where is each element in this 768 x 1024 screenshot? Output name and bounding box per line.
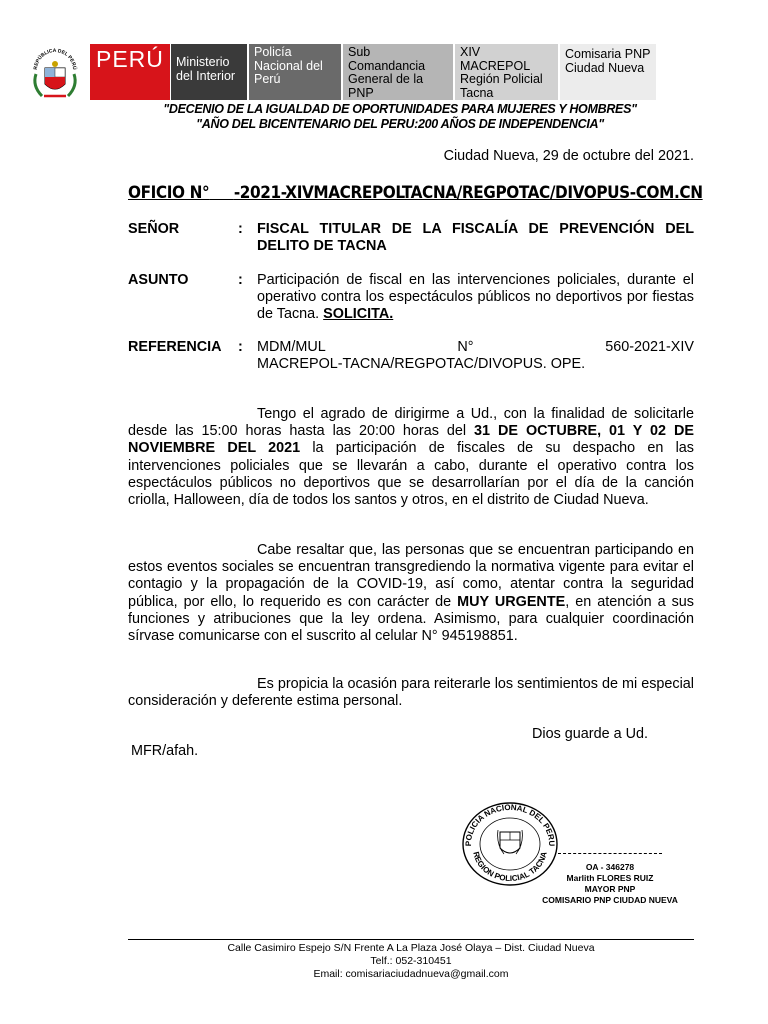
referencia-line-1 [257, 339, 694, 356]
body-paragraph-1 [128, 406, 694, 509]
senor-label: SEÑOR [128, 221, 180, 237]
oficio-title [128, 183, 703, 203]
asunto-text: Participación de fiscal en las intervenciones policiales, durante el operativo contra los espectáculos públicos no deportivos por fiestas de Tacna. [257, 272, 694, 323]
asunto-colon: : [238, 272, 243, 288]
signature-line [558, 853, 662, 854]
motto-line-1: "DECENIO DE LA IGUALDAD DE OPORTUNIDADES PARA MUJERES Y HOMBRES" [163, 102, 637, 116]
footer-divider [128, 939, 694, 940]
body-paragraph-3: Es propicia la ocasión para reiterarle los sentimientos de mi especial consideración y deferente estima personal. [128, 676, 694, 710]
asunto-label: ASUNTO [128, 272, 189, 288]
p2-bold: MUY URGENTE [457, 593, 566, 610]
signature-name: Marlith FLORES RUIZ [566, 873, 654, 883]
oficio-prefix: OFICIO N° [128, 183, 210, 203]
senor-colon: : [238, 221, 243, 237]
p1-bold: 31 DE OCTUBRE, 01 Y 02 DE NOVIEMBRE DEL 2021 [128, 423, 694, 457]
footer-email: Email: comisariaciudadnueva@gmail.com [313, 968, 509, 980]
referencia-colon: : [238, 339, 243, 355]
asunto-value [257, 272, 694, 324]
header-policia: Policía Nacional del Perú [249, 44, 341, 100]
referencia-line-2: MACREPOL-TACNA/REGPOTAC/DIVOPUS. OPE. [257, 356, 586, 372]
footer-phone: Telf.: 052-310451 [370, 955, 452, 967]
motto-line-2: "AÑO DEL BICENTENARIO DEL PERU:200 AÑOS DE INDEPENDENCIA" [196, 117, 604, 131]
signature-role: COMISARIO PNP CIUDAD NUEVA [542, 895, 678, 905]
peru-coat-of-arms-icon [28, 48, 82, 106]
signature-rank: MAYOR PNP [584, 884, 636, 894]
header-sub-comandancia: Sub Comandancia General de la PNP [343, 44, 453, 100]
stamp-text-bottom: REGION POLICIAL TACNA [471, 850, 549, 884]
referencia-part-c: 560-2021-XIV [605, 339, 694, 355]
senor-value: FISCAL TITULAR DE LA FISCALÍA DE PREVENCIÓN DEL DELITO DE TACNA [257, 221, 694, 255]
header-comisaria: Comisaria PNP Ciudad Nueva [560, 44, 656, 100]
oficio-number: -2021-XIVMACREPOLTACNA/REGPOTAC/DIVOPUS-COM.CN [233, 183, 703, 203]
signature-oa: OA - 346278 [585, 862, 635, 872]
closing-text: Dios guarde a Ud. [532, 726, 648, 742]
initials: MFR/afah. [131, 743, 199, 759]
header-ministerio: Ministerio del Interior [171, 44, 247, 100]
p2-text-a: Cabe resaltar que, las personas que se encuentran participando en estos eventos sociales se encuentran transgrediendo la normativa vigente para evitar el contagio y la propagación de la COVID-19, así como, atentar contra la seguridad pública, por ello, lo requerido es con carácter de [128, 542, 694, 610]
p1-text-a: Tengo el agrado de dirigirme a Ud., con la finalidad de solicitarle desde las 15:00 horas hasta las 20:00 horas del [128, 406, 694, 440]
p1-text-b: la participación de fiscales de su despacho en las intervenciones policiales que se llevarán a cabo, durante el operativo contra los espectáculos públicos no deportivos que se desarrollarían por el día de la canción criolla, Halloween, día de todos los santos y otros, en el distrito de Ciudad Nueva. [128, 440, 694, 509]
asunto-solicita: SOLICITA. [323, 306, 394, 323]
stamp-text-top: POLICIA NACIONAL DEL PERU [463, 802, 557, 847]
p2-text-b: , en atención a sus funciones y atribuciones que la ley ordena. Asimismo, para cualquier coordinación sírvase comunicarse con el suscrito al celular N° 945198851. [128, 593, 694, 645]
referencia-label: REFERENCIA [128, 339, 222, 355]
header-macrepol: XIV MACREPOL Región Policial Tacna [455, 44, 558, 100]
header-peru-label: PERÚ [90, 44, 170, 100]
date-line: Ciudad Nueva, 29 de octubre del 2021. [443, 148, 694, 164]
body-paragraph-2 [128, 542, 694, 645]
footer-address: Calle Casimiro Espejo S/N Frente A La Plaza José Olaya – Dist. Ciudad Nueva [227, 942, 595, 954]
referencia-part-b: N° [457, 339, 474, 355]
emblem-text: REPÚBLICA DEL PERÚ [32, 48, 78, 71]
svg-text:REPÚBLICA DEL PERÚ [33, 48, 78, 70]
referencia-part-a: MDM/MUL [257, 339, 326, 355]
